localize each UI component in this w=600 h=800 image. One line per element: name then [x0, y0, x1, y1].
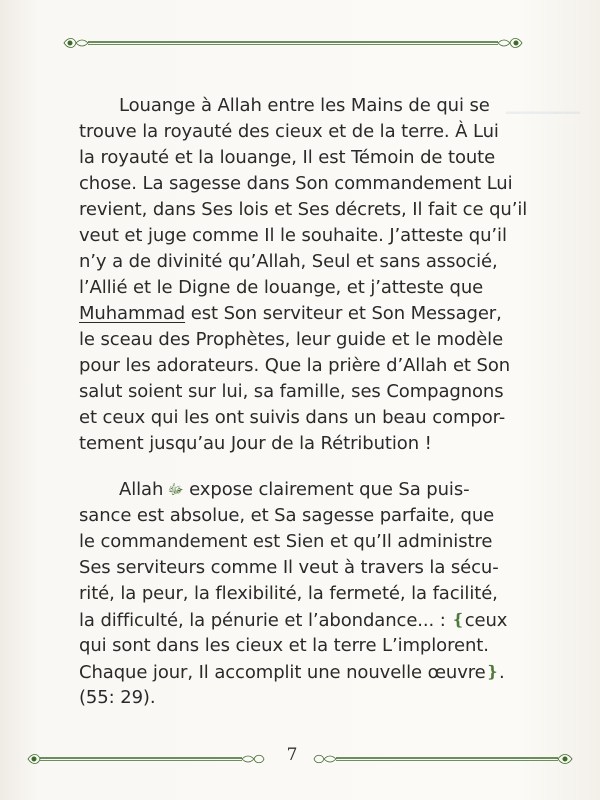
ornamental-close-bracket-icon: ❵: [485, 662, 499, 681]
text-fragment: expose clairement que Sa puis-: [183, 479, 470, 500]
paragraph-gap: [79, 457, 535, 477]
text-line: n’y a de divinité qu’Allah, Seul et sans associé,: [79, 251, 498, 272]
text-line: [79, 659, 535, 685]
body-text: [79, 93, 535, 711]
ornamental-open-bracket-icon: ❴: [451, 610, 465, 629]
text-fragment: .: [498, 662, 505, 683]
text-line: trouve la royauté des cieux et de la terre. À Lui: [79, 121, 499, 142]
bottom-right-ornament-rule: [312, 752, 574, 766]
vine-ornament-icon: [62, 36, 524, 50]
transliterated-name: Muhammad: [79, 303, 186, 324]
vine-ornament-icon: [312, 752, 574, 766]
text-line: qui sont dans les cieux et la terre L’implorent.: [79, 635, 489, 656]
text-line: et ceux qui les ont suivis dans un beau compor-: [79, 407, 506, 428]
text-line: Ses serviteurs comme Il veut à travers la sécu-: [79, 557, 499, 578]
bottom-left-ornament-rule: [26, 752, 266, 766]
text-line: [79, 477, 535, 503]
text-line: le commandement est Sien et qu’Il administre: [79, 531, 493, 552]
text-fragment: est Son serviteur et Son Messager,: [185, 303, 502, 324]
text-line: sance est absolue, et Sa sagesse parfaite, que: [79, 505, 495, 526]
text-line: veut et juge comme Il le souhaite. J’atteste qu’il: [79, 225, 507, 246]
top-ornament-rule: [62, 36, 524, 50]
page-number: 7: [286, 745, 298, 765]
text-line: rité, la peur, la flexibilité, la fermeté, la facilité,: [79, 583, 498, 604]
text-line: le sceau des Prophètes, leur guide et le modèle: [79, 329, 504, 350]
text-fragment: Allah: [119, 479, 164, 500]
text-line: [79, 607, 535, 633]
text-line: chose. La sagesse dans Son commandement Lui: [79, 173, 513, 194]
text-fragment: ceux: [464, 610, 508, 631]
text-line: la royauté et la louange, Il est Témoin de toute: [79, 147, 496, 168]
vine-ornament-icon: [26, 752, 266, 766]
text-line: pour les adorateurs. Que la prière d’Allah et Son: [79, 355, 511, 376]
text-line: [79, 301, 535, 327]
text-line: tement jusqu’au Jour de la Rétribution !: [79, 433, 432, 454]
text-line: revient, dans Ses lois et Ses décrets, Il fait ce qu’il: [79, 199, 528, 220]
text-fragment: la difficulté, la pénurie et l’abondance... :: [79, 610, 452, 631]
bleed-through: ▁▁▁▁▁▁: [506, 95, 580, 114]
text-line: (55: 29).: [79, 687, 156, 708]
text-line: Louange à Allah entre les Mains de qui se: [119, 95, 490, 116]
text-line: l’Allié et le Digne de louange, et j’atteste que: [79, 277, 484, 298]
glorification-ligature-icon: ﷻ: [163, 482, 184, 498]
text-fragment: Chaque jour, Il accomplit une nouvelle œuvre: [79, 662, 486, 683]
text-line: salut soient sur lui, sa famille, ses Compagnons: [79, 381, 504, 402]
